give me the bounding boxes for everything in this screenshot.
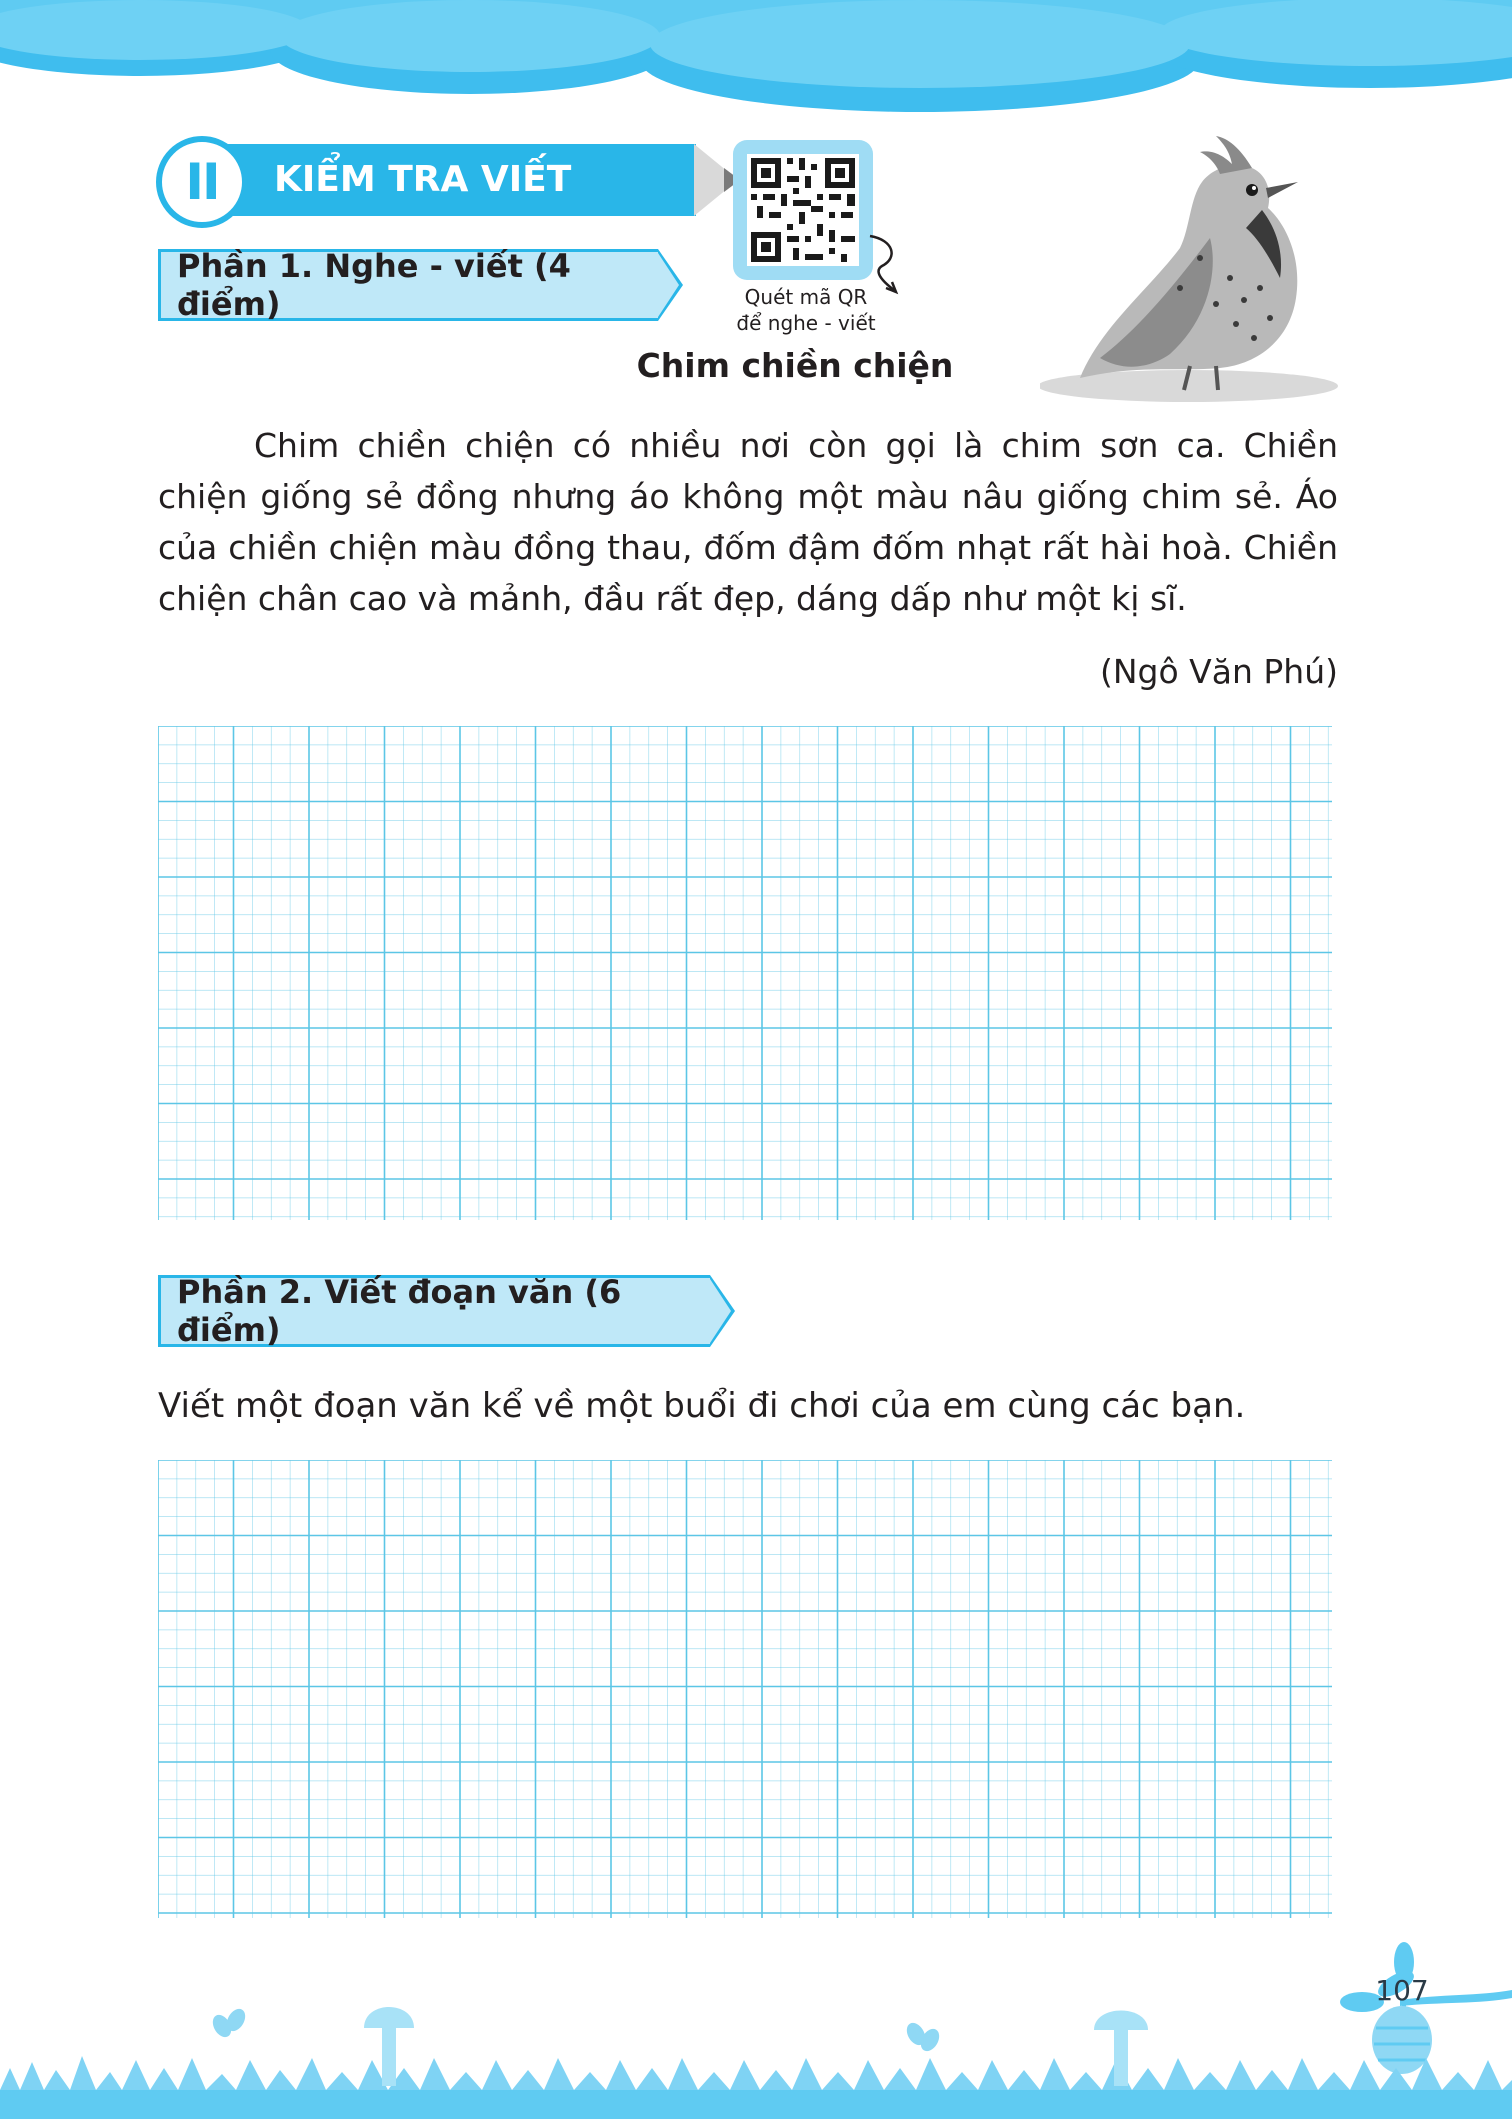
part1-label: Phần 1. Nghe - viết (4 điểm)	[158, 249, 658, 321]
passage-title: Chim chiền chiện	[636, 346, 954, 385]
cloud-banner	[0, 0, 1512, 130]
part2-prompt: Viết một đoạn văn kể về một buổi đi chơi của em cùng các bạn.	[158, 1386, 1246, 1426]
grass-footer	[0, 1940, 1512, 2119]
section-number: II	[185, 153, 219, 211]
section-title: KIỂM TRA VIẾT	[274, 159, 572, 200]
section-number-badge	[156, 136, 248, 228]
writing-grid-part1[interactable]	[158, 726, 1332, 1220]
butterfly-icon	[209, 2006, 943, 2055]
writing-grid-part2[interactable]	[158, 1460, 1332, 1918]
passage-body: Chim chiền chiện có nhiều nơi còn gọi là chim sơn ca. Chiền chiện giống sẻ đồng nhưng áo không một màu nâu giống chim sẻ. Áo của chiền chiện màu đồng thau, đốm đậm đốm nhạt rất hài hoà. Chiền chiện chân cao và mảnh, đầu rất đẹp, dáng dấp như một kị sĩ.	[158, 426, 1338, 618]
qr-code-icon	[733, 140, 873, 280]
mushroom-icon	[1094, 2011, 1148, 2087]
part2-label: Phần 2. Viết đoạn văn (6 điểm)	[158, 1275, 710, 1347]
lark-bird-illustration	[1040, 128, 1340, 408]
qr-code[interactable]	[733, 140, 873, 280]
section-header	[156, 136, 760, 224]
qr-caption	[706, 284, 906, 336]
passage-author: (Ngô Văn Phú)	[1100, 652, 1338, 691]
page-number: 107	[1375, 1974, 1429, 2007]
qr-caption-line2: để nghe - viết	[736, 311, 876, 335]
qr-caption-line1: Quét mã QR	[744, 285, 868, 309]
